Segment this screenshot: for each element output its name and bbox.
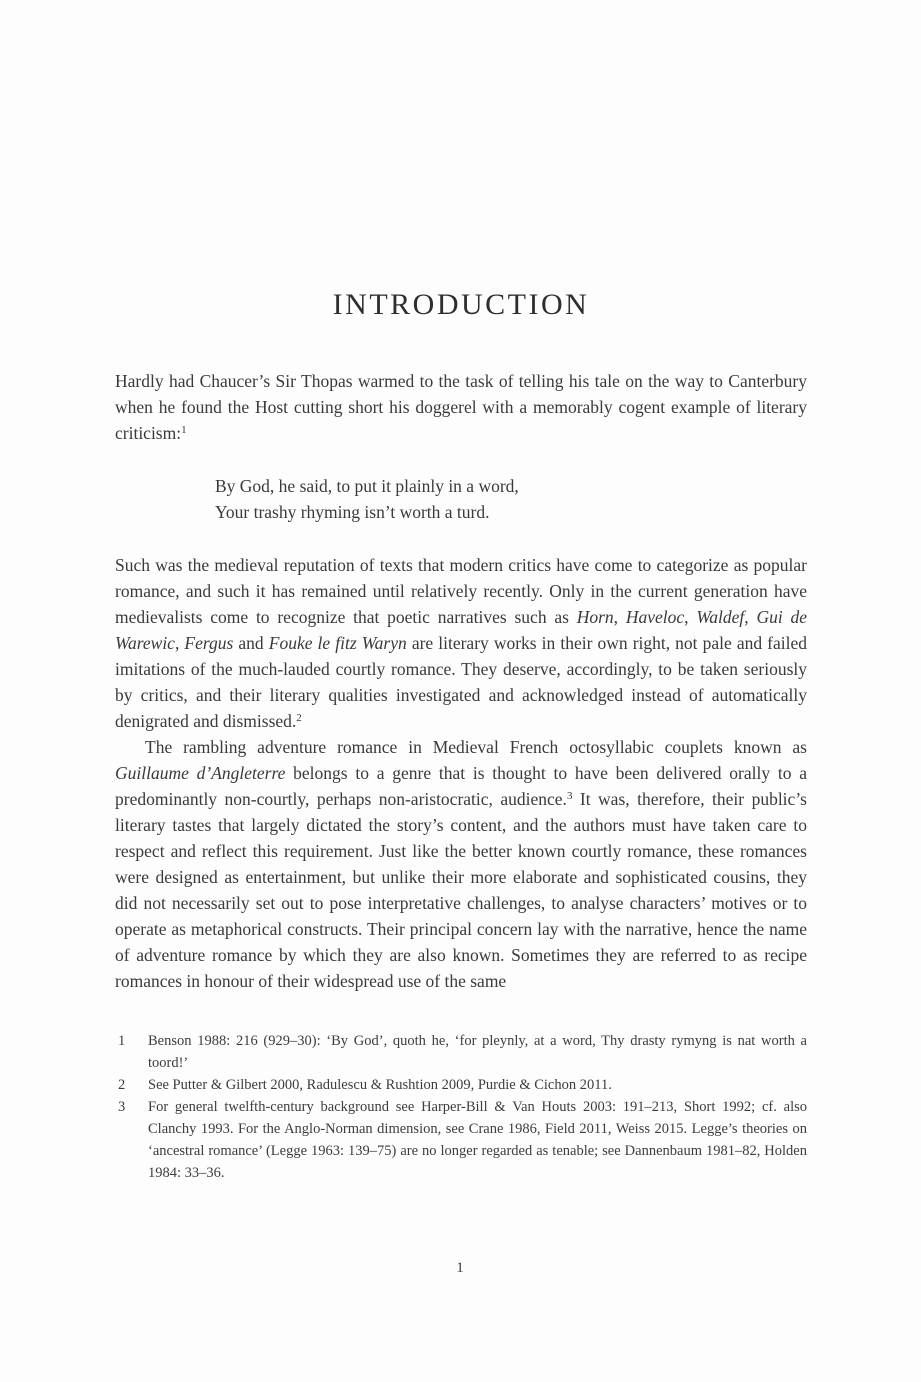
- italic-title: Waldef: [696, 607, 745, 627]
- italic-title: Horn: [576, 607, 614, 627]
- footnote-item: [115, 1030, 807, 1074]
- page-number: 1: [456, 1260, 465, 1276]
- footnote-section: [115, 1030, 807, 1184]
- footnote-number: 3: [118, 1099, 126, 1115]
- footnote-item: [115, 1074, 807, 1096]
- verse-line: Your trashy rhyming isn’t worth a turd.: [215, 502, 490, 522]
- italic-title: Fouke le fitz Waryn: [268, 633, 407, 653]
- italic-title: Haveloc: [625, 607, 685, 627]
- italic-title: Fergus: [184, 633, 234, 653]
- footnote-number: 1: [118, 1033, 126, 1049]
- body-paragraph: The rambling adventure romance in Medieval French octosyllabic couplets known as Guillaume d’Angleterre belongs to a genre that is thought to have been delivered orally to a predominantly non-courtly, perhaps non-aristocratic, audience.$^3$ It was, therefore, their public’s literary tastes that largely dictated the story’s content, and the authors must have taken care to respect and reflect this requirement. Just like the better known courtly romance, these romances were designed as entertainment, but unlike their more elaborate and sophisticated cousins, they did not necessarily set out to pose interpretative challenges, to analyse characters’ motives or to operate as metaphorical constructs. Their principal concern lay with the narrative, hence the name of adventure romance by which they are also known. Sometimes they are referred to as recipe romances in honour of their widespread use of the same: [115, 737, 807, 991]
- footnote-text: Benson 1988: 216 (929–30): ‘By God’, quoth he, ‘for pleynly, at a word, Thy drasty rymyng is nat worth a toord!’: [148, 1033, 807, 1071]
- footnote-number: 2: [118, 1077, 126, 1093]
- footnote-item: [115, 1096, 807, 1184]
- footnote-text: For general twelfth-century background see Harper-Bill & Van Houts 2003: 191–213, Short 1992; cf. also Clanchy 1993. For the Anglo-Norman dimension, see Crane 1986, Field 2011, Weiss 2015. Legge’s theories on ‘ancestral romance’ (Legge 1963: 139–75) are no longer regarded as tenable; see Dannenbaum 1981–82, Holden 1984: 33–36.: [148, 1099, 807, 1181]
- footnote-marker: 1: [181, 424, 187, 436]
- chapter-title: INTRODUCTION: [332, 288, 590, 321]
- verse-line: By God, he said, to put it plainly in a word,: [215, 476, 519, 496]
- body-text: [115, 368, 807, 994]
- footnote-marker: 2: [296, 712, 302, 724]
- italic-title: Gui de Warewic: [115, 607, 808, 653]
- text-column: [115, 0, 807, 1184]
- footnote-text: See Putter & Gilbert 2000, Radulescu & Rushtion 2009, Purdie & Cichon 2011.: [148, 1077, 612, 1093]
- body-paragraph: Hardly had Chaucer’s Sir Thopas warmed to the task of telling his tale on the way to Canterbury when he found the Host cutting short his doggerel with a memorably cogent example of literary criticism:$^1$: [115, 371, 807, 443]
- body-paragraph: Such was the medieval reputation of texts that modern critics have come to categorize as popular romance, and such it has remained until relatively recently. Only in the current generation have medievalists come to recognize that poetic narratives such as Horn, Haveloc, Waldef, Gui de Warewic, Fergus and Fouke le fitz Waryn are literary works in their own right, not pale and failed imitations of the much-lauded courtly romance. They deserve, accordingly, to be taken seriously by critics, and their literary qualities investigated and acknowledged instead of automatically denigrated and dismissed.$^2$: [115, 555, 808, 731]
- verse-quote: [215, 473, 807, 525]
- italic-title: Guillaume d’Angleterre: [115, 763, 286, 783]
- footnote-marker: 3: [566, 790, 573, 802]
